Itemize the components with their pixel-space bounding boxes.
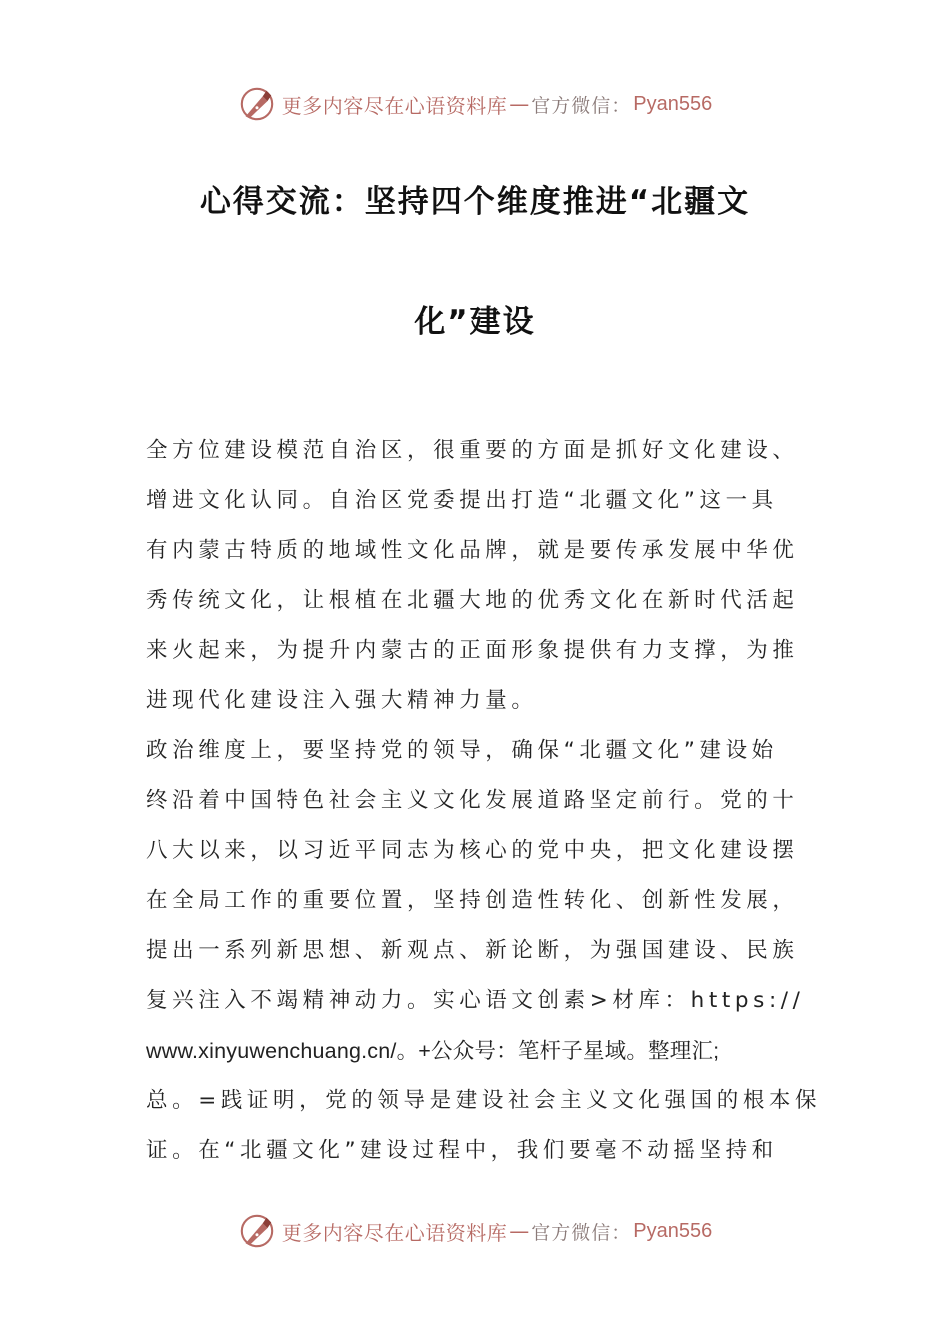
header-watermark-banner (0, 82, 950, 126)
banner-text: 更多内容尽在心语资料库 (281, 1220, 508, 1245)
body-line: 有内蒙古特质的地域性文化品牌，就是要传承发展中华优 (146, 538, 799, 563)
footer-watermark-banner (0, 1209, 950, 1253)
body-line: 在全局工作的重要位置，坚持创造性转化、创新性发展， (146, 888, 799, 913)
body-line: 证。在“北疆文化”建设过程中，我们要毫不动摇坚持和 (146, 1138, 778, 1163)
banner-wechat-id: Pyan556 (633, 1219, 713, 1242)
body-line: 八大以来，以习近平同志为核心的党中央，把文化建设摆 (146, 838, 799, 863)
banner-wechat-label: 官方微信： (531, 94, 632, 117)
body-line-url: www.xinyuwenchuang.cn/。+公众号：笔杆子星域。整理汇; (146, 1039, 720, 1063)
body-line: 来火起来，为提升内蒙古的正面形象提供有力支撑，为推 (146, 638, 799, 663)
body-line: 秀传统文化，让根植在北疆大地的优秀文化在新时代活起 (146, 588, 799, 613)
banner-wechat-id: Pyan556 (633, 92, 713, 115)
pen-nib-logo-icon (238, 85, 276, 123)
body-line: 终沿着中国特色社会主义文化发展道路坚定前行。党的十 (146, 788, 799, 813)
pen-nib-logo-icon (238, 1212, 276, 1250)
body-line: 增进文化认同。自治区党委提出打造“北疆文化”这一具 (146, 488, 778, 513)
banner-wechat-label: 官方微信： (531, 1221, 632, 1244)
body-line: 总。=践证明，党的领导是建设社会主义文化强国的根本保 (146, 1088, 822, 1113)
body-line: 全方位建设模范自治区，很重要的方面是抓好文化建设、 (146, 438, 799, 463)
document-body (146, 426, 822, 1176)
body-line: 政治维度上，要坚持党的领导，确保“北疆文化”建设始 (146, 738, 778, 763)
document-title-line-2: 化”建设 (414, 304, 536, 340)
body-line: 提出一系列新思想、新观点、新论断，为强国建设、民族 (146, 938, 799, 963)
body-line: 复兴注入不竭精神动力。实心语文创素>材库：https:// (146, 988, 805, 1013)
body-line: 进现代化建设注入强大精神力量。 (146, 688, 538, 713)
banner-text: 更多内容尽在心语资料库 (281, 93, 508, 118)
banner-separator: — (509, 1219, 530, 1243)
document-title-line-1: 心得交流：坚持四个维度推进“北疆文 (199, 184, 751, 220)
banner-separator: — (509, 92, 530, 116)
